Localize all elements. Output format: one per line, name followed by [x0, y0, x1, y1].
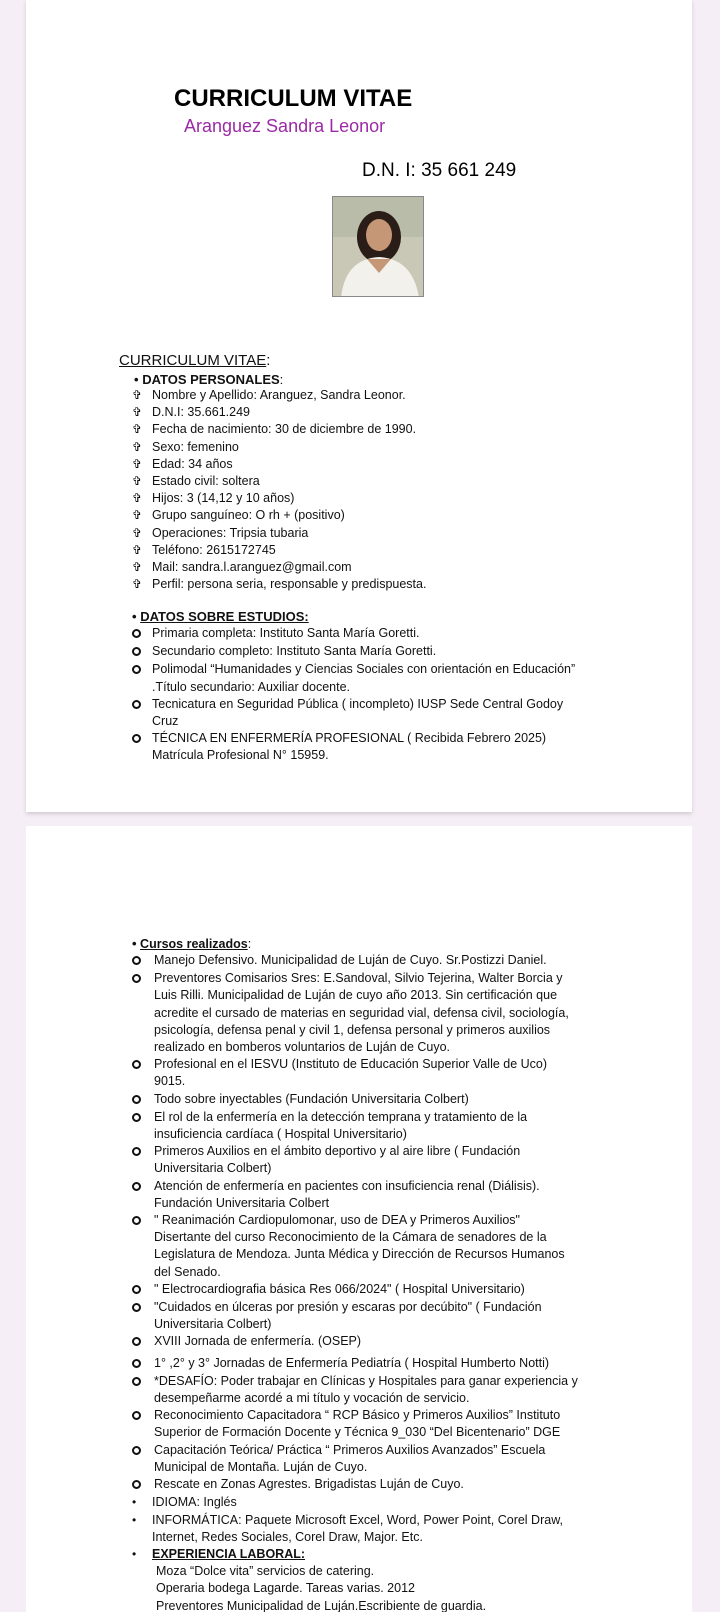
list-item: Operaria bodega Lagarde. Tareas varias. 2012 — [156, 1581, 415, 1596]
list-item: ✞ Nombre y Apellido: Aranguez, Sandra Leonor. — [132, 388, 406, 402]
list-item: Rescate en Zonas Agrestes. Brigadistas Luján de Cuyo. — [132, 1476, 632, 1494]
list-item: TÉCNICA EN ENFERMERÍA PROFESIONAL ( Recibida Febrero 2025) Matrícula Profesional N° 15959. — [132, 730, 632, 764]
list-item: Capacitación Teórica/ Práctica “ Primeros Auxilios Avanzados” Escuela Municipal de Montaña. Luján de Cuyo. — [132, 1442, 632, 1476]
document-page-1[interactable] — [26, 0, 692, 812]
list-item: ✞ Sexo: femenino — [132, 439, 239, 454]
person-name: Aranguez Sandra Leonor — [184, 116, 386, 136]
list-item: Manejo Defensivo. Municipalidad de Luján de Cuyo. Sr.Postizzi Daniel. — [132, 952, 632, 970]
dni-line: D.N. I: 35 661 249 — [362, 160, 517, 181]
personal-list — [132, 387, 592, 593]
list-item: "Cuidados en úlceras por presión y escaras por decúbito" ( Fundación Universitaria Colbert) — [132, 1299, 632, 1333]
list-item: ✞ Operaciones: Tripsia tubaria — [132, 525, 309, 540]
experience-heading: • EXPERIENCIA LABORAL: — [132, 1546, 306, 1561]
list-item: " Electrocardiografia básica Res 066/2024" ( Hospital Universitario) — [132, 1281, 632, 1299]
studies-list — [132, 625, 632, 765]
list-item: ✞ Estado civil: soltera — [132, 474, 260, 489]
courses-list — [132, 952, 632, 1612]
list-item: *DESAFÍO: Poder trabajar en Clínicas y Hospitales para ganar experiencia y desempeñarme acordé a mi título y vocación de servicio. — [132, 1373, 632, 1407]
list-item: Profesional en el IESVU (Instituto de Educación Superior Valle de Uco) 9015. — [132, 1056, 632, 1090]
personal-heading: • DATOS PERSONALES: — [134, 372, 284, 387]
list-item: Moza “Dolce vita” servicios de catering. — [156, 1564, 375, 1579]
list-item: ✞ Hijos: 3 (14,12 y 10 años) — [132, 491, 295, 506]
list-item: ✞ Teléfono: 2615172745 — [132, 542, 276, 557]
list-item: Tecnicatura en Seguridad Pública ( incompleto) IUSP Sede Central Godoy Cruz — [132, 696, 632, 730]
studies-heading: • DATOS SOBRE ESTUDIOS: — [132, 609, 309, 624]
list-item: Polimodal “Humanidades y Ciencias Sociales con orientación en Educación” .Título secundario: Auxiliar docente. — [132, 661, 632, 695]
courses-heading: • Cursos realizados: — [132, 936, 252, 951]
list-item: ✞ Grupo sanguíneo: O rh + (positivo) — [132, 508, 345, 523]
list-item: " Reanimación Cardiopulomonar, uso de DEA y Primeros Auxilios" Disertante del curso Reconocimiento de la Cámara de senadores de la Legislatura de Mendoza. Junta Médica y Dirección de Recursos Humanos del Senado. — [132, 1212, 632, 1281]
list-item: Preventores Municipalidad de Luján.Escribiente de guardia. — [156, 1598, 487, 1612]
list-item: ✞ Perfil: persona seria, responsable y predispuesta. — [132, 577, 427, 592]
list-item: ✞ Fecha de nacimiento: 30 de diciembre de 1990. — [132, 422, 417, 437]
document-page-2[interactable] — [26, 826, 692, 1612]
list-item: ✞ D.N.I: 35.661.249 — [132, 405, 250, 420]
list-item: Preventores Comisarios Sres: E.Sandoval, Silvio Tejerina, Walter Borcia y Luis Rilli. Municipalidad de Luján de cuyo año 2013. Sin certificación que acredite el cursado de materias en seguridad vial, defensa civil, sociología, psicología, defensa penal y civil 1, defensa personal y primeros auxilios realizado en bomberos voluntarios de Luján de Cuyo. — [132, 970, 632, 1056]
list-item: 1° ,2° y 3° Jornadas de Enfermería Pediatría ( Hospital Humberto Notti) — [132, 1355, 632, 1373]
language-item: • IDIOMA: Inglés — [132, 1495, 237, 1510]
list-item: Primeros Auxilios en el ámbito deportivo y al aire libre ( Fundación Universitaria Colbert) — [132, 1143, 632, 1177]
profile-photo — [332, 196, 424, 297]
list-item: Todo sobre inyectables (Fundación Universitaria Colbert) — [132, 1091, 632, 1109]
list-item: Primaria completa: Instituto Santa María Goretti. — [132, 625, 632, 643]
list-item: Secundario completo: Instituto Santa María Goretti. — [132, 643, 632, 661]
list-item: Reconocimiento Capacitadora “ RCP Básico y Primeros Auxilios” Instituto Superior de Formación Docente y Técnica 9_030 “Del Bicentenario” DGE — [132, 1407, 632, 1441]
list-item: ✞ Edad: 34 años — [132, 456, 233, 471]
list-item: Atención de enfermería en pacientes con insuficiencia renal (Diálisis). Fundación Universitaria Colbert — [132, 1178, 632, 1212]
list-item: El rol de la enfermería en la detección temprana y tratamiento de la insuficiencia cardíaca ( Hospital Universitario) — [132, 1109, 632, 1143]
informatics-item: • INFORMÁTICA: Paquete Microsoft Excel, Word, Power Point, Corel Draw, Internet, Redes Sociales, Corel Draw, Major. Etc. — [132, 1512, 564, 1544]
list-item: ✞ Mail: sandra.l.aranguez@gmail.com — [132, 560, 352, 575]
document-title: CURRICULUM VITAE — [174, 85, 413, 112]
list-item: XVIII Jornada de enfermería. (OSEP) — [132, 1333, 632, 1351]
section-subtitle: CURRICULUM VITAE: — [119, 352, 271, 369]
